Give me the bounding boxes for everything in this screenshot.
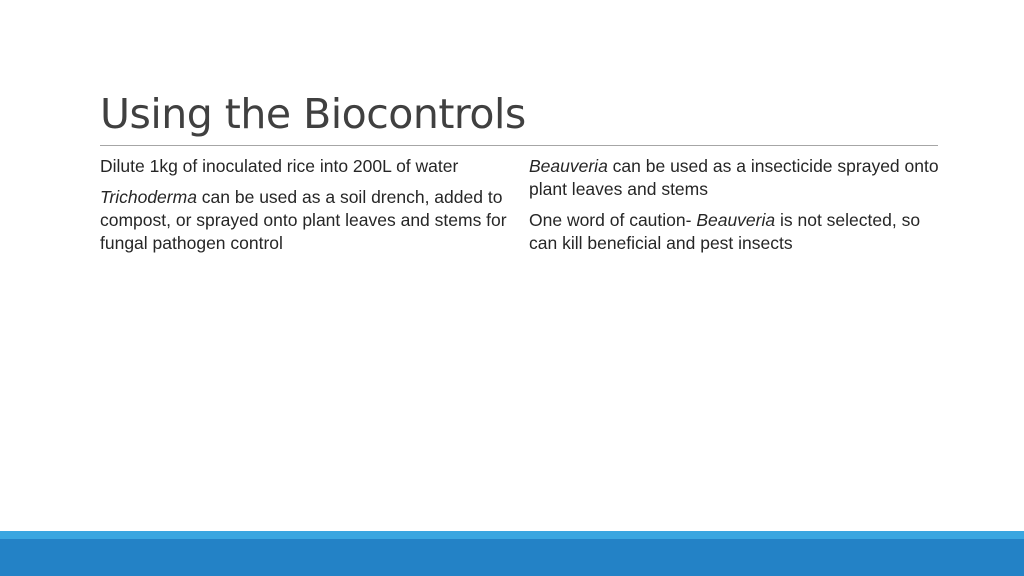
slide-title: Using the Biocontrols	[100, 90, 526, 138]
trichoderma-description: can be used as a soil drench, added to compost, or sprayed onto plant leaves and stems for fungal pathogen control	[100, 187, 507, 253]
right-content-column	[529, 155, 949, 263]
title-divider	[100, 145, 938, 146]
footer-accent-stripe	[0, 531, 1024, 539]
trichoderma-term: Trichoderma	[100, 187, 197, 207]
caution-lead: One word of caution-	[529, 210, 697, 230]
beauveria-term: Beauveria	[529, 156, 608, 176]
trichoderma-usage	[100, 186, 515, 255]
left-content-column	[100, 155, 515, 263]
caution-description: is not selected, so can kill beneficial and pest insects	[529, 210, 921, 253]
beauveria-usage	[529, 155, 949, 201]
caution-beauveria-term: Beauveria	[696, 210, 776, 230]
footer-bar	[0, 539, 1024, 576]
beauveria-description: can be used as a insecticide sprayed onto plant leaves and stems	[529, 156, 939, 199]
caution-note	[529, 209, 949, 255]
dilution-instruction: Dilute 1kg of inoculated rice into 200L of water	[100, 156, 459, 176]
